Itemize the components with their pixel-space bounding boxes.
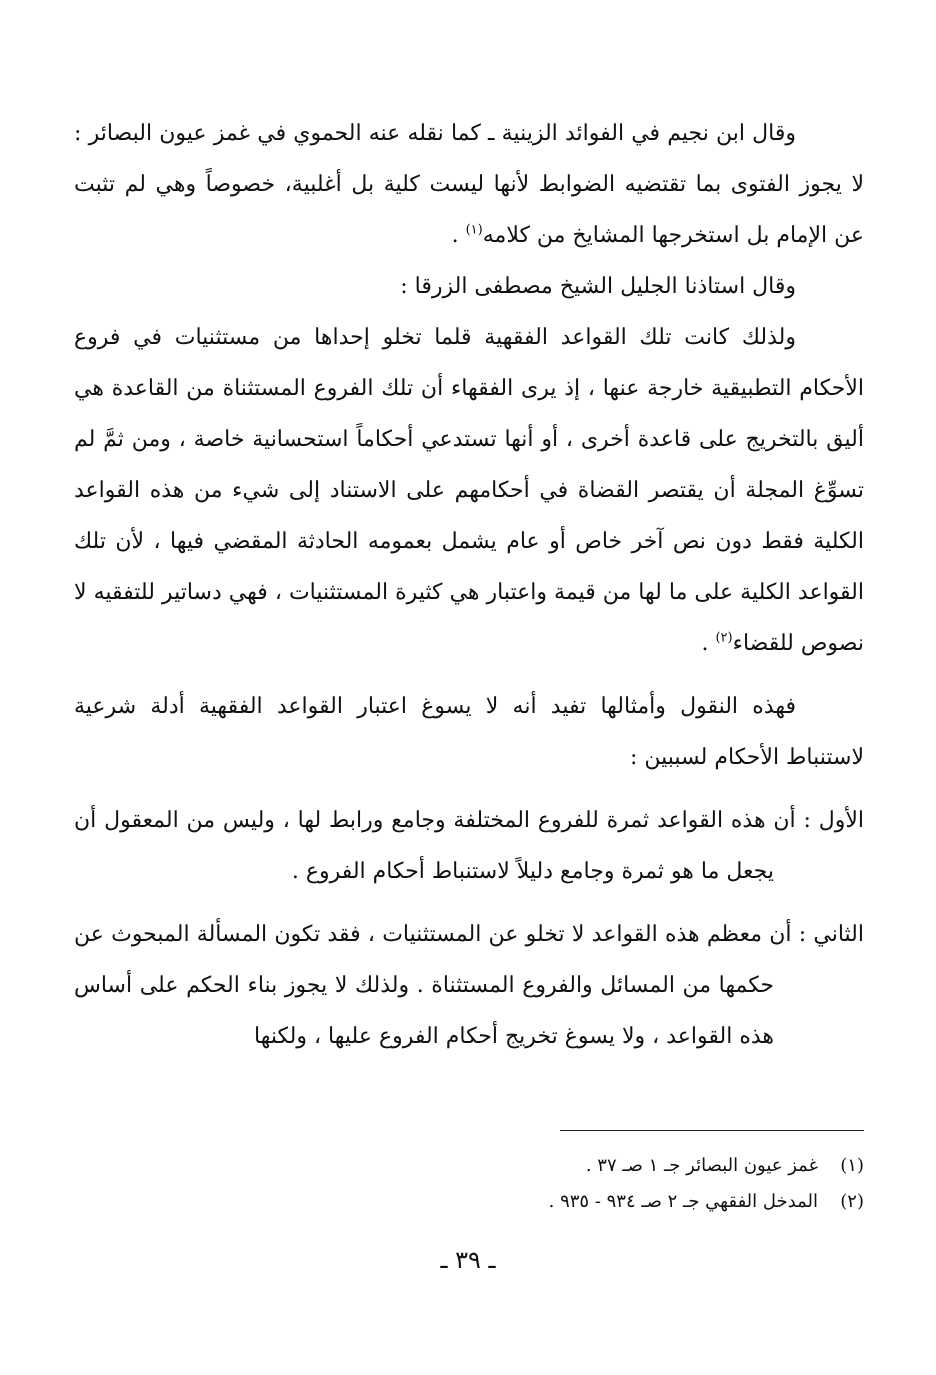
footnote-text: المدخل الفقهي جـ ٢ صـ ٩٣٤ - ٩٣٥ . (548, 1191, 818, 1212)
paragraph-conclusion: فهذه النقول وأمثالها تفيد أنه لا يسوغ اعتبار القواعد الفقهية أدلة شرعية لاستنباط الأحكام لسببين : (74, 694, 864, 770)
footnote-text: غمز عيون البصائر جـ ١ صـ ٣٧ . (585, 1155, 818, 1176)
paragraph-first-reason: الأول : أن هذه القواعد ثمرة للفروع المختلفة وجامع ورابط لها ، وليس من المعقول أن يجعل ما هو ثمرة وجامع دليلاً لاستنباط أحكام الفروع . (74, 808, 864, 884)
footnote-ref-1[interactable]: (١) (465, 222, 483, 238)
paragraph-zarqa-quote: ولذلك كانت تلك القواعد الفقهية قلما تخلو إحداها من مستثنيات في فروع الأحكام التطبيقية خارجة عنها ، إذ يرى الفقهاء أن تلك الفروع المستثناة من القاعدة هي أليق بالتخريج على قاعدة أخرى ، أو أنها تستدعي أحكاماً استحسانية خاصة ، ومن ثمَّ لم تسوِّغ المجلة أن يقتصر القضاة في أحكامهم على الاستناد إلى شيء من هذه القواعد الكلية فقط دون نص آخر خاص أو عام يشمل بعمومه الحادثة المقضي فيها ، لأن تلك القواعد الكلية على ما لها من قيمة واعتبار هي كثيرة المستثنيات ، فهي دساتير للتفقيه لا نصوص للقضاء$^{(٢)}$ . (74, 325, 864, 656)
footnote-number: (١) (840, 1155, 864, 1176)
footnote-number: (٢) (840, 1191, 864, 1212)
footnote-ref-2[interactable]: (٢) (715, 630, 733, 646)
paragraph-second-reason: الثاني : أن معظم هذه القواعد لا تخلو عن المستثنيات ، فقد تكون المسألة المبحوث عن حكمها من المسائل والفروع المستثناة . ولذلك لا يجوز بناء الحكم على أساس هذه القواعد ، ولا يسوغ تخريج أحكام الفروع عليها ، ولكنها (74, 922, 864, 1049)
paragraph-ibn-nujaym-quote: وقال ابن نجيم في الفوائد الزينية ـ كما نقله عنه الحموي في غمز عيون البصائر : لا يجوز الفتوى بما تقتضيه الضوابط لأنها ليست كلية بل أغلبية، خصوصاً وهي لم تثبت عن الإمام بل استخرجها المشايخ من كلامه$^{(١)}$ . (74, 121, 864, 248)
footnote-1 (74, 1148, 864, 1184)
footnote-2 (74, 1184, 864, 1220)
footnotes (74, 1148, 864, 1220)
paragraph-zarqa-intro: وقال استاذنا الجليل الشيخ مصطفى الزرقا : (400, 274, 796, 299)
footnote-separator (560, 1130, 864, 1131)
main-text (74, 108, 864, 1062)
page-number: ـ ٣٩ ـ (440, 1246, 496, 1274)
